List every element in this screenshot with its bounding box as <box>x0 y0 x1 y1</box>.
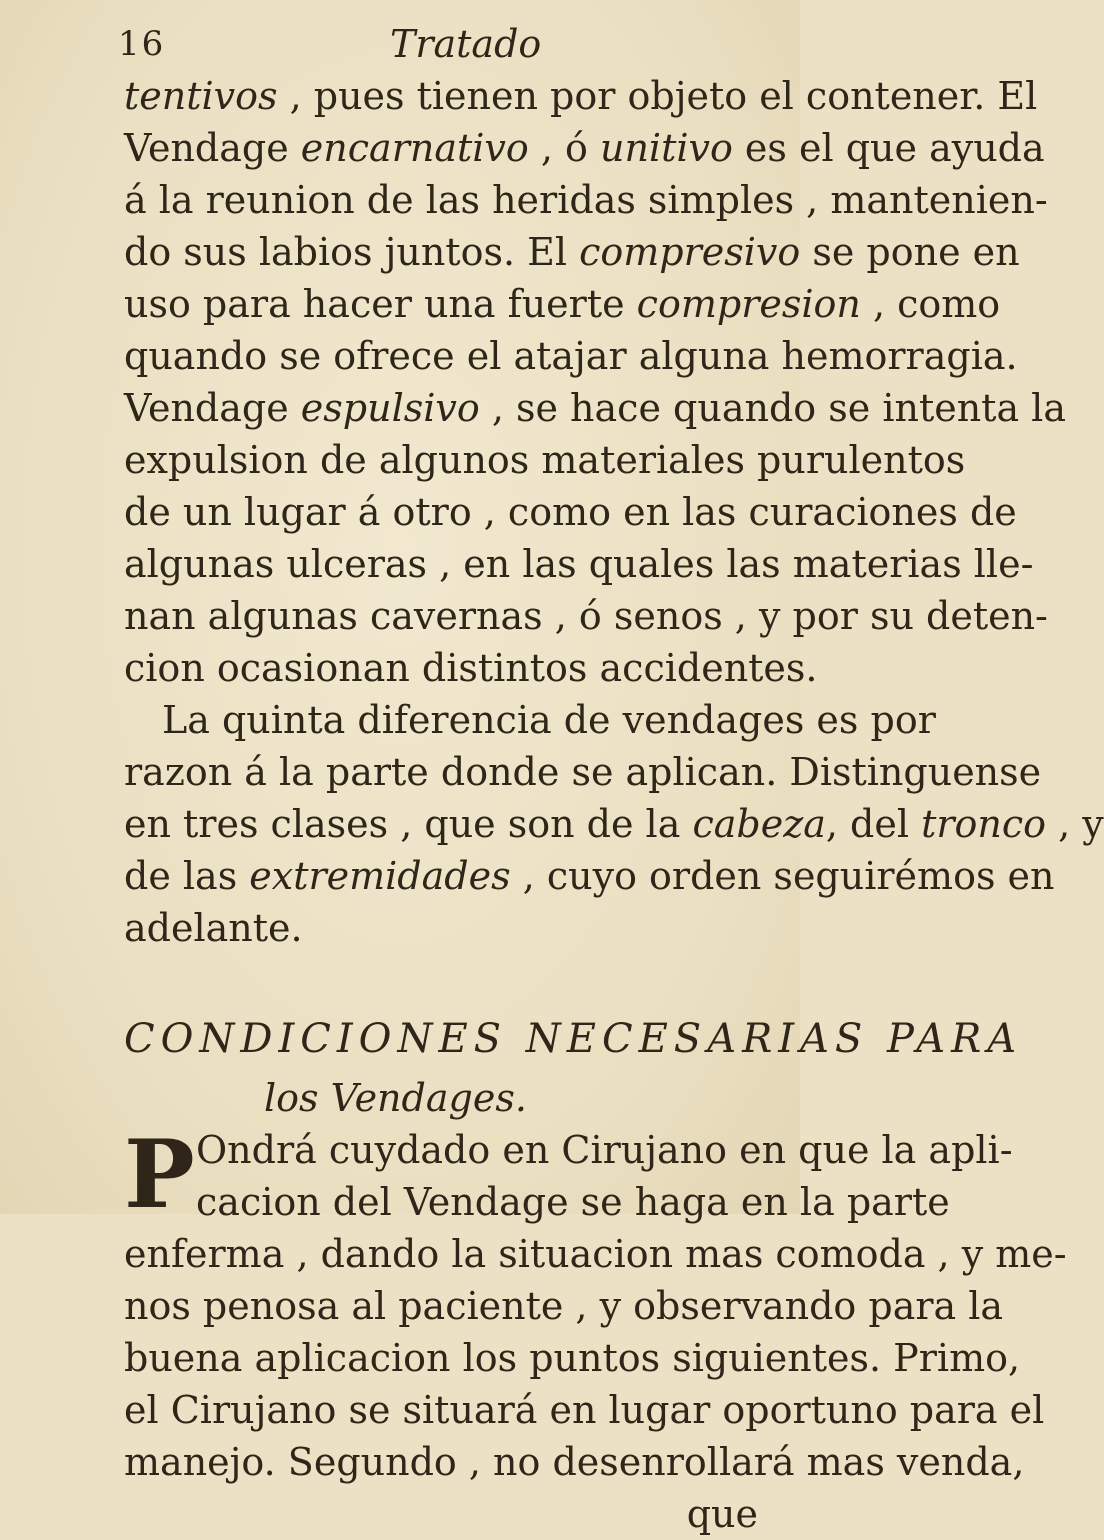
italic-term: encarnativo <box>300 126 529 170</box>
text-run: se pone en <box>800 230 1020 274</box>
page-body <box>124 70 1104 1540</box>
text-line <box>124 330 1018 382</box>
text-run: de un lugar á otro , como en las curaciones de <box>124 490 1017 534</box>
text-line <box>124 226 1020 278</box>
text-run: razon á la parte donde se aplican. Distinguense <box>124 750 1042 794</box>
text-run: , se hace quando se intenta la <box>479 386 1066 430</box>
text-run: uso para hacer una fuerte <box>124 282 637 326</box>
text-block <box>124 70 1104 954</box>
text-run: , pues tienen por objeto el contener. El <box>277 74 1038 118</box>
text-line <box>124 694 936 746</box>
italic-term: tronco <box>921 802 1047 846</box>
text-run: nan algunas cavernas , ó senos , y por su deten- <box>124 594 1048 638</box>
text-run: , como <box>860 282 1001 326</box>
text-run: de las <box>124 854 250 898</box>
section-paragraph <box>124 1120 1067 1488</box>
text-run: La quinta diferencia de vendages es por <box>162 698 936 742</box>
text-run: algunas ulceras , en las quales las materias lle- <box>124 542 1034 586</box>
text-line: cacion del Vendage se haga en la parte <box>196 1180 950 1224</box>
text-line <box>124 642 818 694</box>
text-line <box>124 850 1055 902</box>
text-run: cion ocasionan distintos accidentes. <box>124 646 818 690</box>
text-line <box>124 798 1104 850</box>
text-run: do sus labios juntos. El <box>124 230 580 274</box>
text-line <box>124 434 966 486</box>
text-run: Vendage <box>124 126 301 170</box>
text-run: , cuyo orden seguirémos en <box>510 854 1055 898</box>
catchword: que <box>686 1492 758 1536</box>
text-run: Vendage <box>124 386 301 430</box>
italic-term: cabeza <box>692 802 826 846</box>
italic-term: compresivo <box>579 230 801 274</box>
text-run: , y <box>1046 802 1104 846</box>
text-line <box>124 590 1048 642</box>
text-line <box>124 486 1017 538</box>
text-run: á la reunion de las heridas simples , mantenien- <box>124 178 1048 222</box>
text-run: quando se ofrece el atajar alguna hemorragia. <box>124 334 1018 378</box>
text-line <box>124 538 1034 590</box>
section-subtitle: los Vendages. <box>264 1076 527 1120</box>
text-run: , del <box>825 802 922 846</box>
text-line: Ondrá cuydado en Cirujano en que la apli- <box>196 1128 1013 1172</box>
page-header <box>0 18 800 68</box>
text-line <box>124 174 1048 226</box>
text-line: enferma , dando la situacion mas comoda , y me- <box>124 1232 1067 1276</box>
italic-term: tentivos <box>124 74 278 118</box>
drop-cap: P <box>124 1120 195 1230</box>
italic-term: extremidades <box>249 854 511 898</box>
text-line <box>124 122 1045 174</box>
text-run: es el que ayuda <box>732 126 1045 170</box>
text-line <box>124 70 1038 122</box>
text-line <box>124 746 1042 798</box>
text-run: expulsion de algunos materiales purulentos <box>124 438 966 482</box>
italic-term: espulsivo <box>300 386 480 430</box>
text-run: , ó <box>528 126 600 170</box>
page-number: 16 <box>118 24 166 64</box>
section-text <box>124 1120 1067 1488</box>
text-run: adelante. <box>124 906 303 950</box>
italic-term: unitivo <box>599 126 733 170</box>
text-line <box>124 382 1066 434</box>
text-line: manejo. Segundo , no desenrollará mas venda, <box>124 1440 1025 1484</box>
section-title: CONDICIONES NECESARIAS PARA <box>124 1016 1023 1062</box>
text-line <box>124 278 1001 330</box>
text-line <box>124 902 764 954</box>
text-run: en tres clases , que son de la <box>124 802 693 846</box>
italic-term: compresion <box>636 282 861 326</box>
text-line: buena aplicacion los puntos siguientes. Primo, <box>124 1336 1021 1380</box>
text-line: el Cirujano se situará en lugar oportuno para el <box>124 1388 1045 1432</box>
text-line: nos penosa al paciente , y observando para la <box>124 1284 1004 1328</box>
running-title: Tratado <box>390 22 542 66</box>
